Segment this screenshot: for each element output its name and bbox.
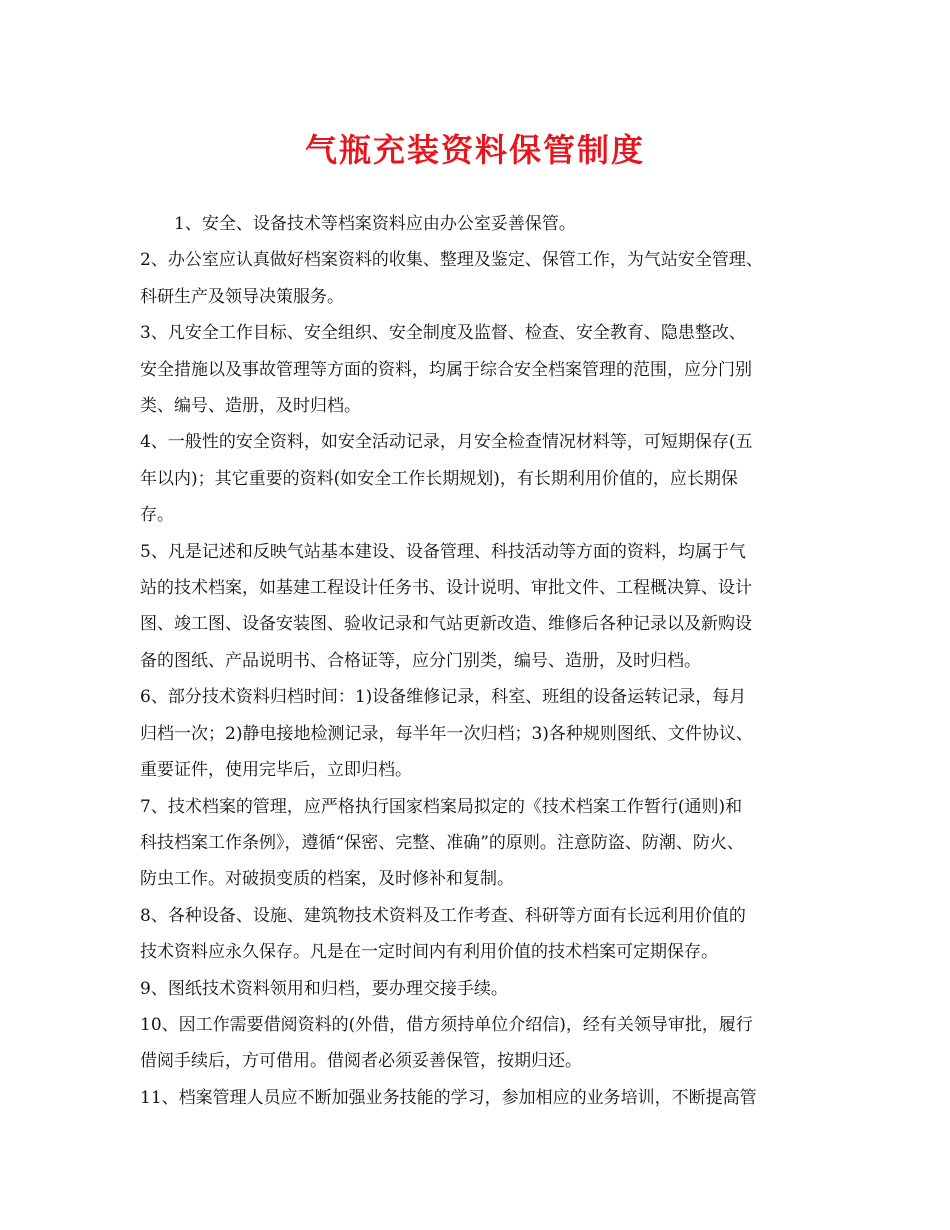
text-line: 备的图纸、产品说明书、合格证等，应分门别类，编号、造册，及时归档。 xyxy=(140,650,701,671)
text-line: 类、编号、造册，及时归档。 xyxy=(140,396,361,417)
text-line: 安全措施以及事故管理等方面的资料，均属于综合安全档案管理的范围，应分门别 xyxy=(140,359,752,380)
text-line: 5、凡是记述和反映气站基本建设、设备管理、科技活动等方面的资料，均属于气 xyxy=(140,541,746,562)
document-body xyxy=(140,206,830,1116)
text-line: 存。 xyxy=(140,505,174,526)
text-line: 3、凡安全工作目标、安全组织、安全制度及监督、检查、安全教育、隐患整改、 xyxy=(140,323,746,344)
paragraph-4 xyxy=(140,424,830,533)
text-line: 1、安全、设备技术等档案资料应由办公室妥善保管。 xyxy=(174,214,576,234)
paragraph-10 xyxy=(140,1007,830,1080)
paragraph-3 xyxy=(140,315,830,424)
document-title: 气瓶充装资料保管制度 xyxy=(304,131,645,169)
paragraph-11 xyxy=(140,1080,830,1116)
text-line: 防虫工作。对破损变质的档案，及时修补和复制。 xyxy=(140,869,514,890)
text-line: 9、图纸技术资料领用和归档，要办理交接手续。 xyxy=(140,978,508,999)
text-line: 2、办公室应认真做好档案资料的收集、整理及鉴定、保管工作，为气站安全管理、 xyxy=(140,250,763,271)
text-line: 图、竣工图、设备安装图、验收记录和气站更新改造、维修后各种记录以及新购设 xyxy=(140,614,752,635)
paragraph-8 xyxy=(140,898,830,971)
paragraph-2 xyxy=(140,242,830,315)
text-line: 站的技术档案，如基建工程设计任务书、设计说明、审批文件、工程概决算、设计 xyxy=(140,578,752,599)
text-line: 年以内)；其它重要的资料(如安全工作长期规划)，有长期利用价值的，应长期保 xyxy=(140,468,738,489)
paragraph-7 xyxy=(140,789,830,898)
paragraph-6 xyxy=(140,679,830,788)
paragraph-9 xyxy=(140,971,830,1007)
text-line: 借阅手续后，方可借用。借阅者必须妥善保管，按期归还。 xyxy=(140,1051,582,1072)
text-line: 科技档案工作条例》，遵循“保密、完整、准确”的原则。注意防盗、防潮、防火、 xyxy=(140,832,744,853)
text-line: 11、档案管理人员应不断加强业务技能的学习，参加相应的业务培训，不断提高管 xyxy=(140,1087,757,1108)
paragraph-5 xyxy=(140,534,830,680)
text-line: 4、一般性的安全资料，如安全活动记录，月安全检查情况材料等，可短期保存(五 xyxy=(140,432,753,453)
paragraph-1 xyxy=(140,206,830,242)
text-line: 8、各种设备、设施、建筑物技术资料及工作考查、科研等方面有长远利用价值的 xyxy=(140,905,746,926)
text-line: 6、部分技术资料归档时间：1)设备维修记录，科室、班组的设备运转记录，每月 xyxy=(140,687,747,708)
text-line: 技术资料应永久保存。凡是在一定时间内有利用价值的技术档案可定期保存。 xyxy=(140,942,718,963)
text-line: 7、技术档案的管理，应严格执行国家档案局拟定的《技术档案工作暂行(通则)和 xyxy=(140,796,743,817)
text-line: 科研生产及领导决策服务。 xyxy=(140,286,344,307)
text-line: 重要证件，使用完毕后，立即归档。 xyxy=(140,760,412,781)
text-line: 归档一次；2)静电接地检测记录，每半年一次归档；3)各种规则图纸、文件协议、 xyxy=(140,723,753,744)
text-line: 10、因工作需要借阅资料的(外借，借方须持单位介绍信)，经有关领导审批，履行 xyxy=(140,1014,753,1035)
